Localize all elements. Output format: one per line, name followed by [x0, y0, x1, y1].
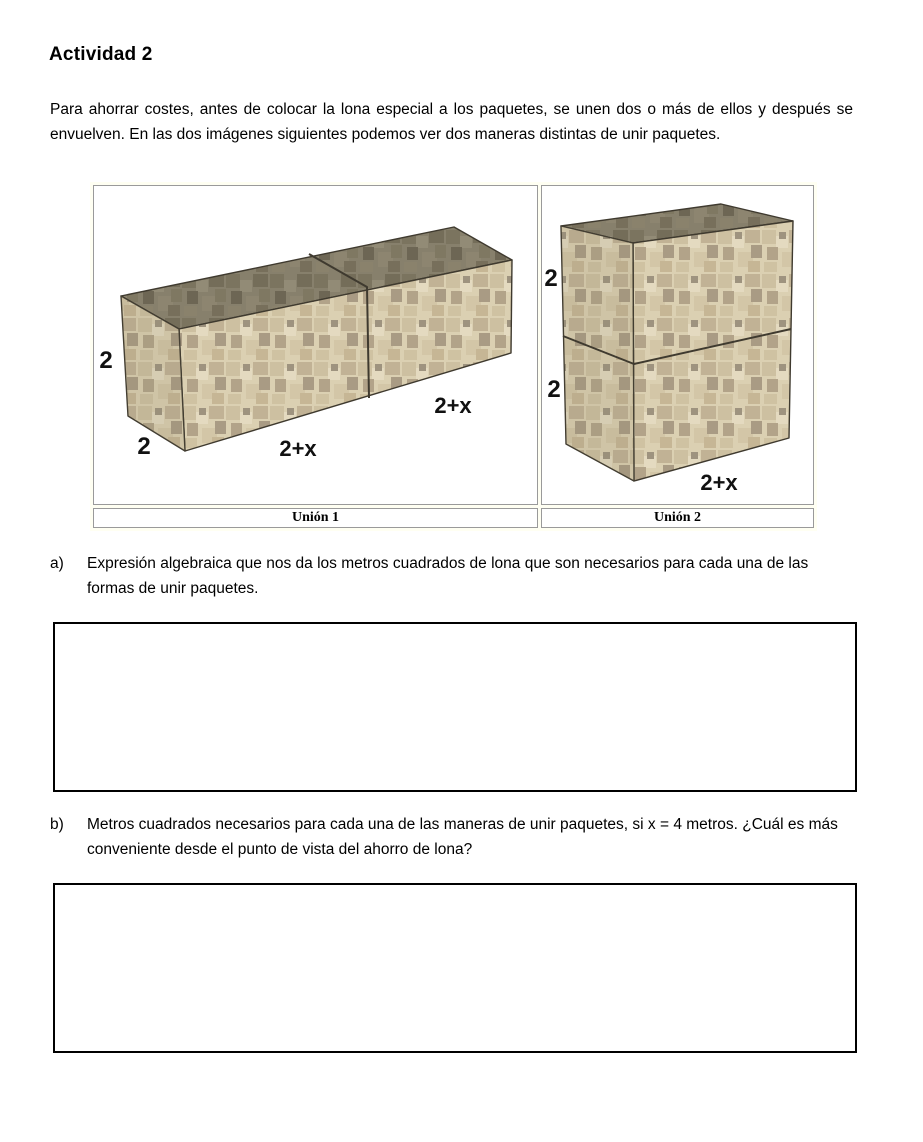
crate2-front-face	[633, 221, 793, 481]
answer-box-b[interactable]	[53, 883, 857, 1053]
question-b-marker: b)	[50, 816, 64, 833]
union-1-figure	[93, 185, 538, 505]
union-1-caption: Unión 1	[93, 508, 538, 528]
question-b	[50, 812, 853, 862]
union-2-crate-drawing	[542, 186, 813, 504]
question-a	[50, 551, 853, 601]
crate1-length-left-label: 2+x	[279, 436, 317, 461]
union-2-figure	[541, 185, 814, 505]
intro-paragraph: Para ahorrar costes, antes de colocar la lona especial a los paquetes, se unen dos o más de ellos y después se envuelven. En las dos imágenes siguientes podemos ver dos maneras distintas de unir paquetes.	[50, 101, 853, 143]
crate1-depth-label: 2	[137, 433, 151, 460]
question-a-marker: a)	[50, 555, 64, 572]
answer-box-a[interactable]	[53, 622, 857, 792]
crate2-width-label: 2+x	[700, 470, 738, 495]
question-a-text: Expresión algebraica que nos da los metros cuadrados de lona que son necesarios para cada una de las formas de unir paquetes.	[87, 555, 809, 597]
crate1-height-label: 2	[99, 347, 113, 374]
question-b-text: Metros cuadrados necesarios para cada una de las maneras de unir paquetes, si x = 4 metros. ¿Cuál es más conveniente desde el punto de vista del ahorro de lona?	[87, 816, 838, 858]
crate2-height-bottom-label: 2	[547, 376, 561, 403]
union-1-crate-drawing	[94, 186, 537, 504]
union-2-caption: Unión 2	[541, 508, 814, 528]
crate2-height-top-label: 2	[544, 265, 558, 292]
crate1-length-right-label: 2+x	[434, 393, 472, 418]
activity-title: Actividad 2	[49, 44, 153, 65]
figure-panel	[90, 182, 817, 531]
